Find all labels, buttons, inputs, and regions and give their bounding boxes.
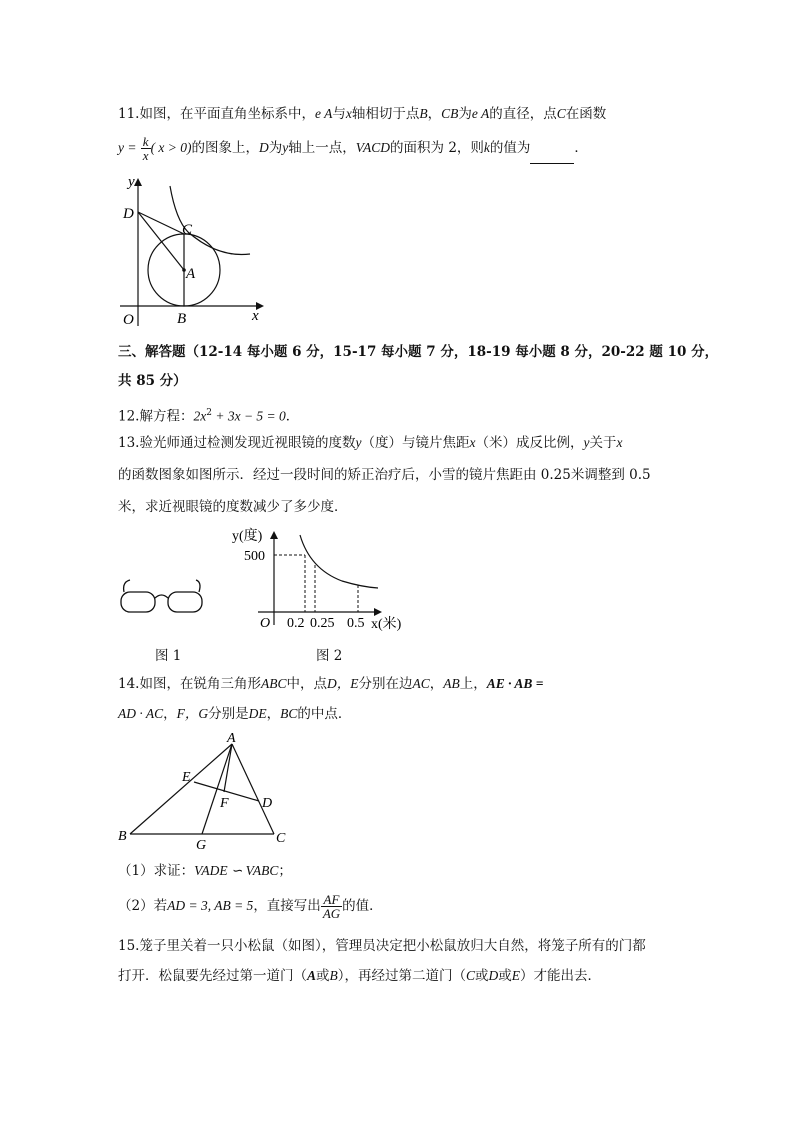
fig14-point-g: G [196,838,207,852]
q14-part2: （2）若AD = 3, AB = 5，直接写出 $\frac{AF}{AG}$ 的值． [118,892,383,921]
fig1-caption: 图 1 [155,648,182,664]
fig14-point-d: D [262,796,273,811]
k-over-x: $\frac{k}{x}$ [142,134,149,163]
fig14-point-e: E [182,770,191,785]
fig2-caption: 图 2 [316,648,343,664]
q11-figure [118,170,268,330]
fig14-point-c: C [276,831,286,846]
graph-tick-0.2: 0.2 [287,616,305,631]
answer-blank [530,149,574,164]
fig11-x-label: x [252,308,259,324]
fig14-point-b: B [118,829,127,844]
fig11-origin-label: O [123,312,134,328]
fig11-point-a: A [186,266,196,282]
section3-heading-line1: 三、解答题（12-14 每小题 6 分，15-17 每小题 7 分，18-19 每小题 8 分，20-22 题 10 分， [118,344,719,360]
fig11-point-d: D [123,206,134,222]
graph-tick-500: 500 [244,549,265,564]
graph-tick-0.25: 0.25 [310,616,335,631]
q14-line2: AD · AC，F，G分别是DE，BC的中点． [118,706,352,722]
q14-figure [116,730,296,852]
graph-x-label: x(米) [371,617,402,632]
fig11-point-b: B [177,311,187,327]
q13-graph [230,525,420,635]
fig14-point-f: F [220,796,229,811]
q14-line1: 14.如图，在锐角三角形ABC中，点D，E分别在边AC，AB上，AE · AB = [118,676,544,692]
q15-line1: 15.笼子里关着一只小松鼠（如图），管理员决定把小松鼠放归大自然，将笼子所有的门都 [118,938,646,954]
graph-origin: O [260,616,271,631]
q13-line3: 米，求近视眼镜的度数减少了多少度． [118,499,348,515]
af-over-ag: $\frac{AF}{AG}$ [322,892,341,921]
fig11-point-c: C [182,222,193,238]
circle-a: e A [314,106,333,121]
q12-line: 12.解方程：$2x^2 + 3x - 5 = 0$． [118,408,300,425]
q15-line2: 打开．松鼠要先经过第一道门（A或B），再经过第二道门（C或D或E）才能出去． [118,968,602,984]
section3-heading-line2: 共 85 分） [118,373,187,389]
q13-line1: 13.验光师通过检测发现近视眼镜的度数y（度）与镜片焦距x（米）成反比例，y关于x [118,435,623,451]
q11-line1: 11.如图，在平面直角坐标系中，e A与x轴相切于点B，CB为e A的直径，点C在函数 [118,106,607,122]
graph-tick-0.5: 0.5 [347,616,365,631]
fig14-point-a: A [227,731,236,746]
graph-y-label: y(度) [232,529,263,544]
q11-line2: y = $\frac{k}{x}$ ( x > 0)的图象上，D为y轴上一点，VACD的面积为 2，则k的值为 ． [118,134,588,163]
glasses-figure [116,576,210,620]
q14-part1: （1）求证：VADE ∽ VABC； [118,863,292,879]
fig11-y-label: y [128,174,135,190]
q13-line2: 的函数图象如图所示．经过一段时间的矫正治疗后，小雪的镜片焦距由 0.25米调整到 0.5 [118,467,651,483]
